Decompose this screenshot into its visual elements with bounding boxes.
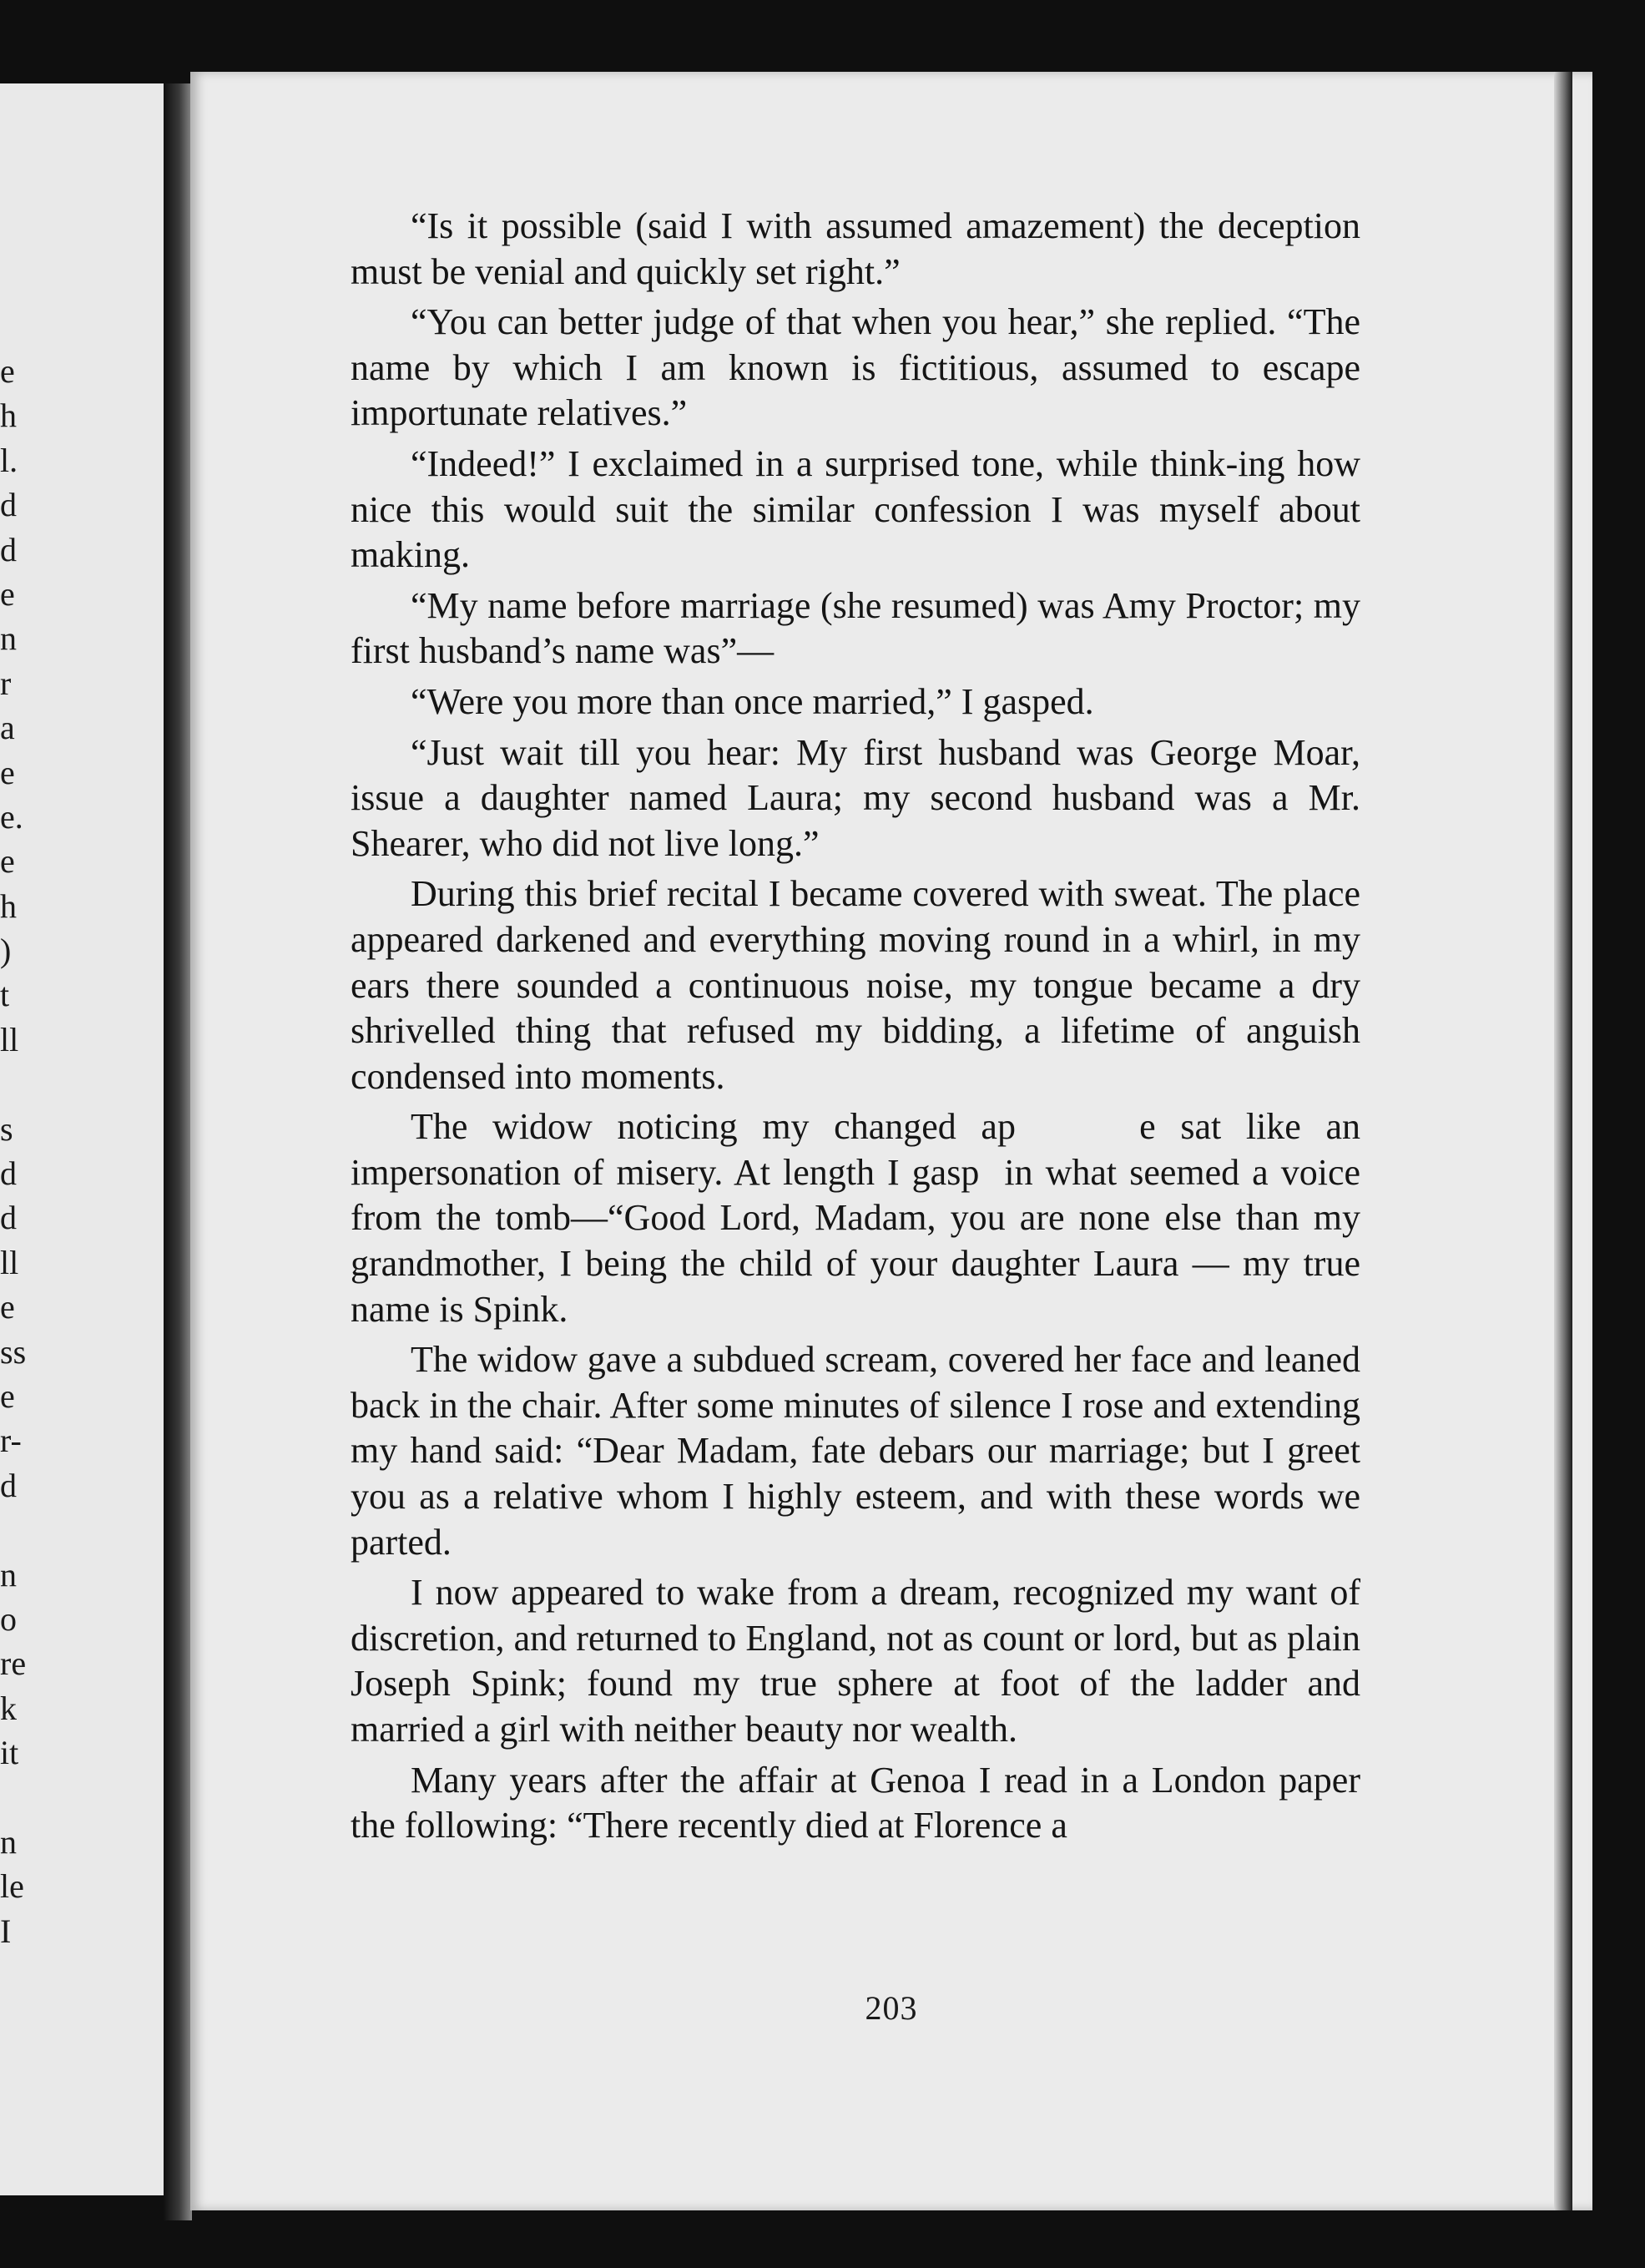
edge-letter: t	[0, 976, 10, 1014]
book-gutter	[164, 83, 192, 2220]
edge-letter: ss	[0, 1332, 27, 1371]
edge-letter	[0, 1508, 25, 1552]
paragraph: “Is it possible (said I with assumed amazement) the deception must be venial and quickly set right.”	[351, 205, 1360, 292]
left-page-edge-text	[0, 349, 25, 1953]
paragraph: “You can better judge of that when you hear,” she replied. “The name by which I am known is fictitious, assumed to escape importunate relatives.”	[351, 301, 1360, 434]
edge-letter: e	[0, 753, 15, 791]
edge-letter: e	[0, 1288, 15, 1326]
edge-letter: n	[0, 619, 17, 658]
edge-letter: le	[0, 1867, 24, 1906]
paragraph: “Indeed!” I exclaimed in a surprised tone, while think-ing how nice this would suit the similar confession I was myself about making.	[351, 442, 1360, 576]
paragraph: Many years after the affair at Genoa I read in a London paper the following: “There recently died at Florence a	[351, 1759, 1360, 1846]
left-facing-page	[0, 83, 164, 2195]
edge-letter: it	[0, 1734, 19, 1772]
edge-letter	[0, 1776, 25, 1820]
edge-letter	[0, 1062, 25, 1106]
edge-letter: o	[0, 1599, 17, 1638]
paragraph: The widow gave a subdued scream, covered her face and leaned back in the chair. After some minutes of silence I rose and extending my hand said: “Dear Madam, fate debars our marriage; but I greet you as a relative whom I highly esteem, and with these words we parted.	[351, 1339, 1360, 1563]
edge-letter: s	[0, 1109, 13, 1148]
paragraph: “Were you more than once married,” I gasped.	[411, 680, 1094, 722]
edge-letter: e	[0, 574, 15, 613]
edge-letter: d	[0, 1154, 17, 1193]
edge-letter: ll	[0, 1020, 19, 1058]
paragraph: “My name before marriage (she resumed) was Amy Proctor; my first husband’s name was”—	[351, 584, 1360, 672]
edge-letter: r	[0, 664, 12, 702]
edge-letter: k	[0, 1689, 17, 1727]
edge-letter: d	[0, 530, 17, 568]
page-edge-shadow	[1554, 72, 1572, 2210]
edge-letter: n	[0, 1822, 17, 1861]
edge-letter: a	[0, 709, 15, 747]
edge-letter: )	[0, 932, 12, 970]
edge-letter: h	[0, 886, 17, 925]
paragraph: I now appeared to wake from a dream, recognized my want of discretion, and returned to England, not as count or lord, but as plain Joseph Spink; found my true sphere at foot of the ladder and married a girl with neither beauty nor wealth.	[351, 1572, 1360, 1750]
page-number: 203	[865, 1989, 918, 2027]
edge-letter: n	[0, 1555, 17, 1594]
edge-letter: e	[0, 842, 15, 881]
edge-letter: I	[0, 1912, 12, 1950]
edge-letter: d	[0, 486, 17, 524]
paragraph: “Just wait till you hear: My first husband was George Moar, issue a daughter named Laura; my second husband was a Mr. Shearer, who did not live long.”	[351, 731, 1360, 864]
edge-letter: ll	[0, 1243, 19, 1281]
edge-letter: r-	[0, 1422, 22, 1460]
paragraph: During this brief recital I became covered with sweat. The place appeared darkened and everything moving round in a whirl, in my ears there sounded a continuous noise, my tongue became a dry shrivelled thing that refused my bidding, a lifetime of anguish condensed into moments.	[351, 873, 1360, 1097]
edge-letter: e	[0, 1376, 15, 1415]
body-text	[351, 204, 1360, 1849]
edge-letter: d	[0, 1466, 17, 1504]
edge-letter: d	[0, 1199, 17, 1237]
edge-letter: e	[0, 352, 15, 390]
edge-letter: re	[0, 1644, 27, 1683]
paragraph: The widow noticing my changed ap‌ ‌ ‌ ‌ ‌ ‌e sat like an impersonation of misery. At length I gasp‌ ‌ in what seemed a voice from the tomb—“Good Lord, Madam, you are none else than my grandmother, I being the child of your daughter Laura — my true name is Spink.	[351, 1106, 1360, 1330]
edge-letter: h	[0, 397, 17, 435]
book-page	[190, 72, 1592, 2210]
edge-letter: e.	[0, 797, 23, 836]
edge-letter: l.	[0, 441, 18, 479]
